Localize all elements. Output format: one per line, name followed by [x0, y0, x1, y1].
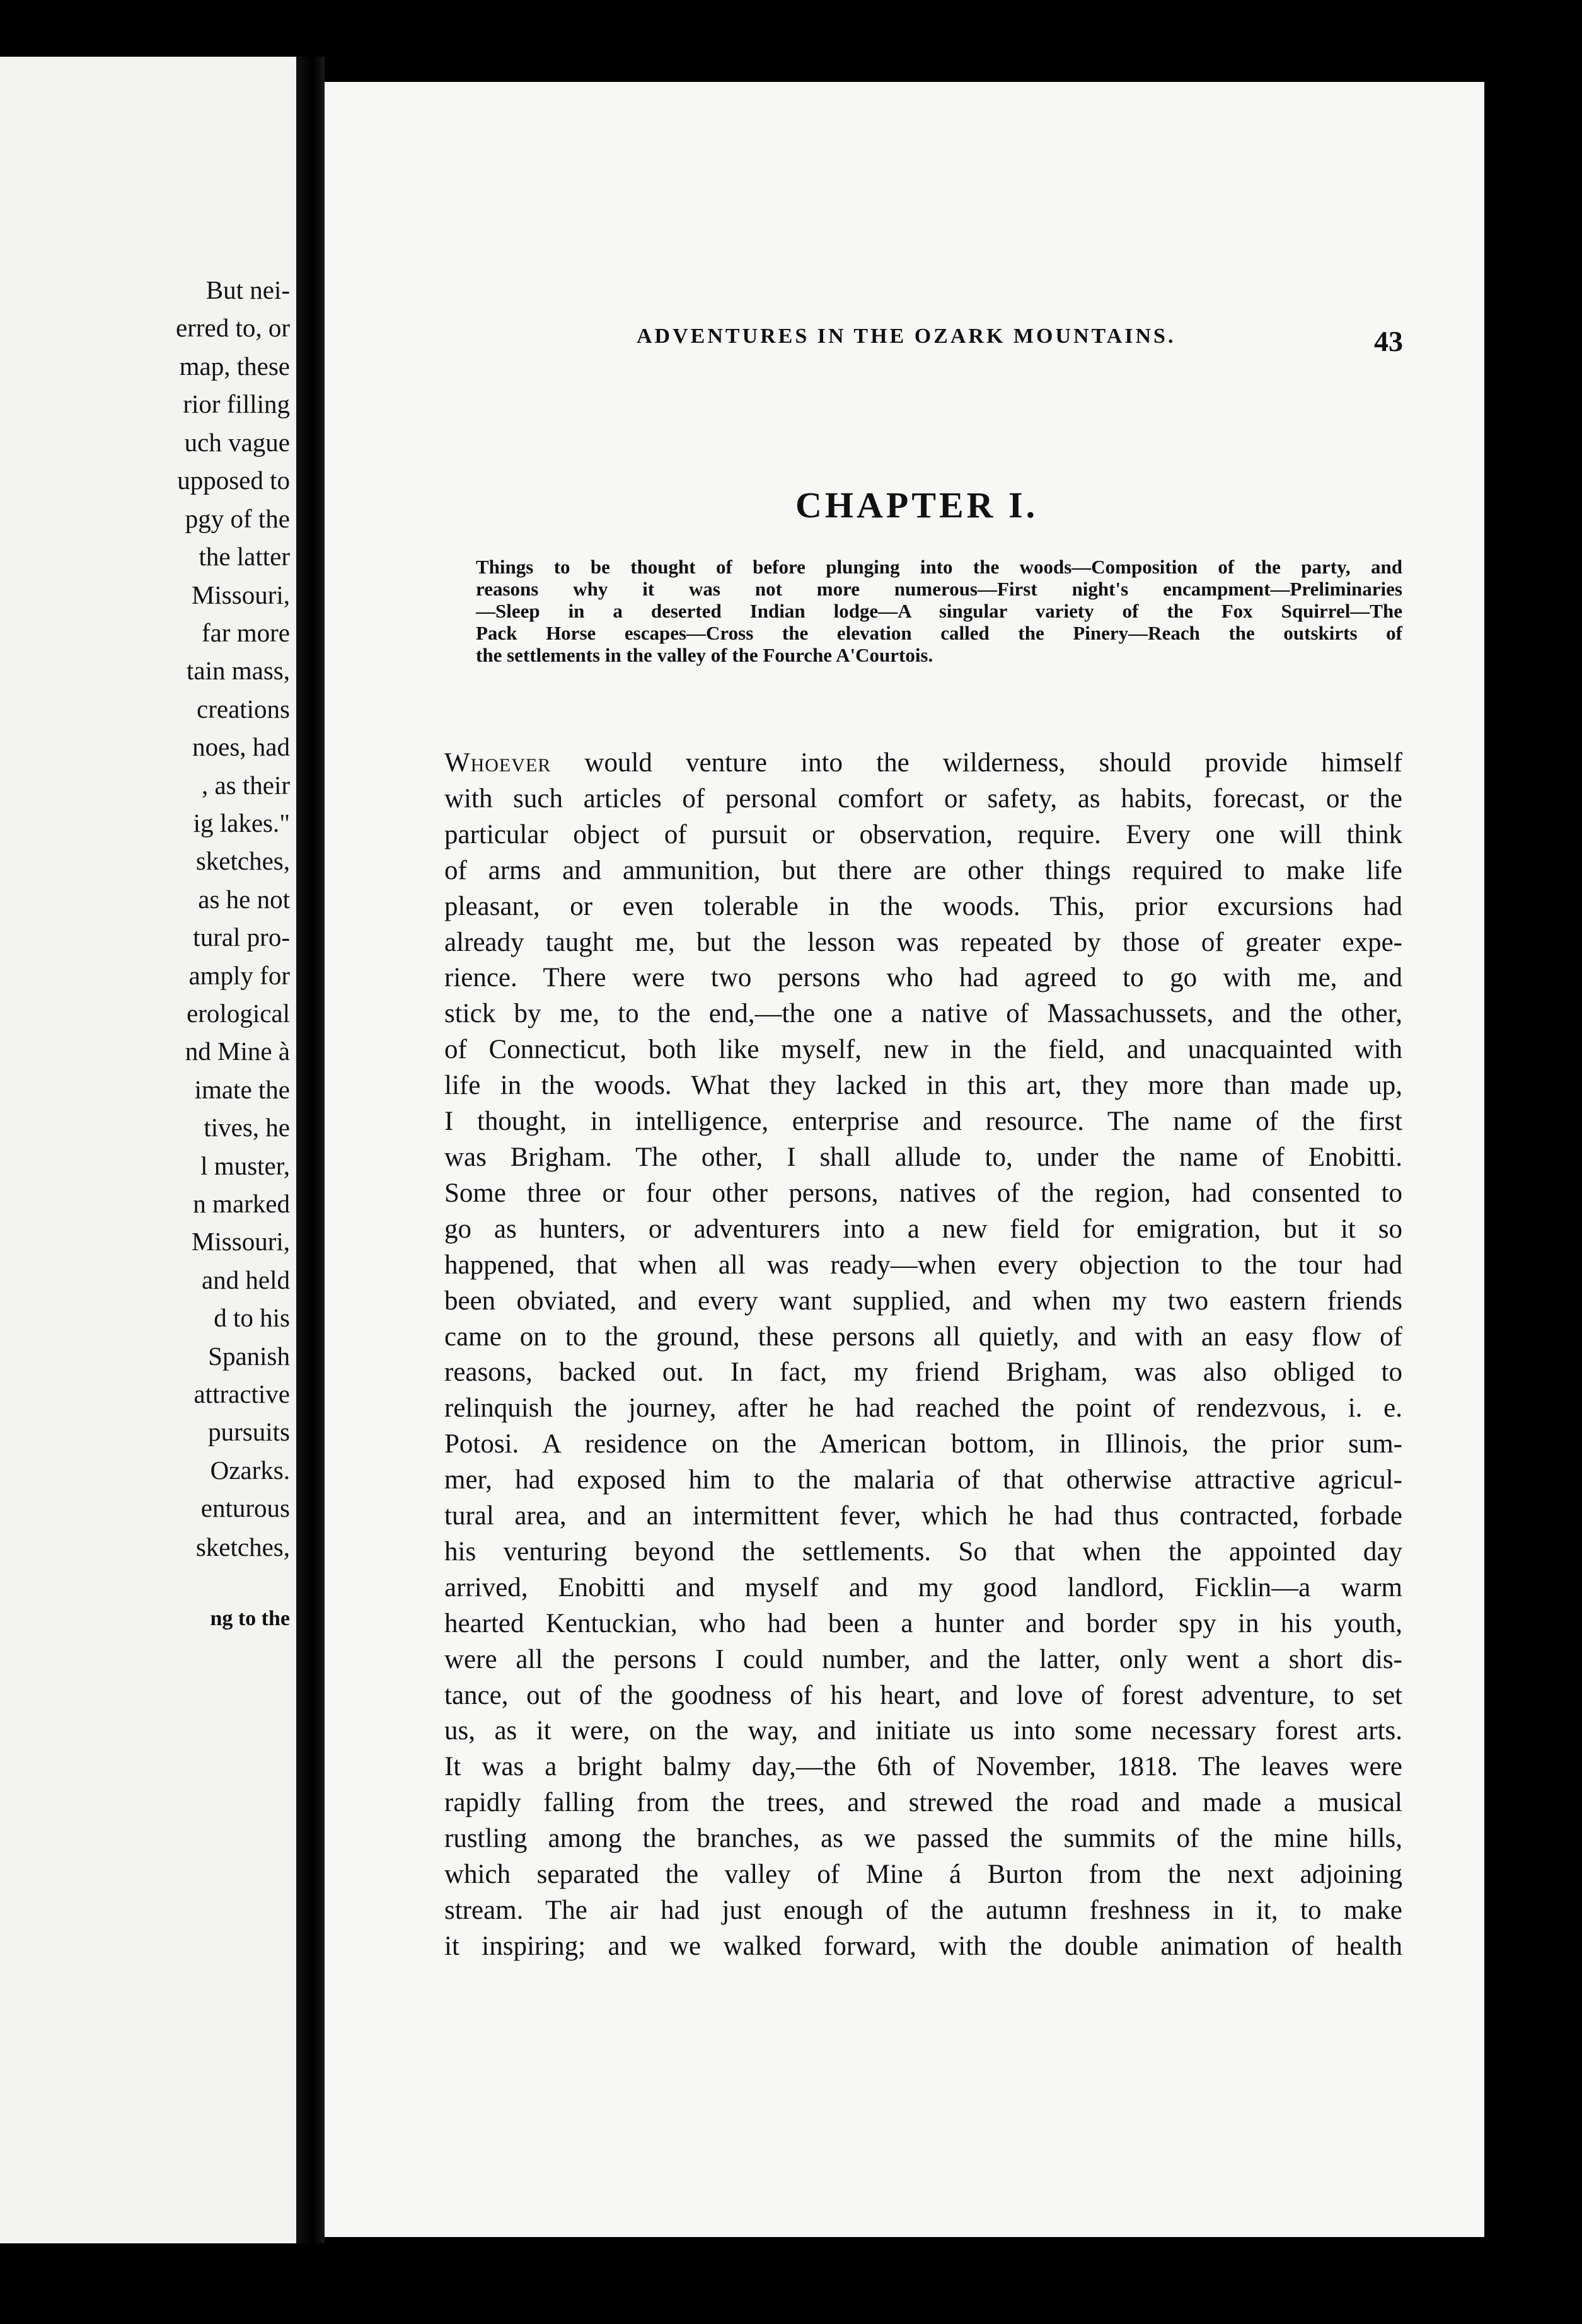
summary-line: Things to be thought of before plunging into the woods—Composition of the party, and [476, 556, 1402, 578]
body-line: happened, that when all was ready—when every objection to the tour had [444, 1250, 1402, 1280]
first-line-rest: would venture into the wilderness, should provide himself [551, 748, 1402, 778]
left-page-line: upposed to [177, 466, 290, 495]
body-line: reasons, backed out. In fact, my friend Brigham, was also obliged to [444, 1357, 1402, 1388]
left-page-line: map, these [179, 352, 290, 381]
body-line: which separated the valley of Mine á Burton from the next adjoining [444, 1860, 1402, 1890]
left-page-line: n marked [193, 1189, 290, 1218]
left-page [0, 57, 296, 2243]
body-line: was Brigham. The other, I shall allude to, under the name of Enobitti. [444, 1142, 1402, 1172]
left-page-line: tain mass, [187, 656, 290, 685]
body-line: with such articles of personal comfort or safety, as habits, forecast, or the [444, 783, 1402, 814]
left-page-line: Missouri, [191, 580, 290, 609]
body-line: tural area, and an intermittent fever, which he had thus contracted, forbade [444, 1501, 1402, 1531]
left-page-line: sketches, [195, 1533, 290, 1562]
left-page-line: the latter [199, 542, 290, 571]
body-line: stick by me, to the end,—the one a native of Massachussets, and the other, [444, 999, 1402, 1029]
left-page-line: enturous [200, 1493, 290, 1522]
left-page-line: erred to, or [176, 313, 290, 342]
body-line: It was a bright balmy day,—the 6th of November, 1818. The leaves were [444, 1752, 1402, 1782]
left-page-line: , as their [201, 771, 290, 800]
body-line: particular object of pursuit or observation, require. Every one will think [444, 819, 1402, 849]
body-line: been obviated, and every want supplied, and when my two eastern friends [444, 1286, 1402, 1316]
body-line: Some three or four other persons, natives of the region, had consented to [444, 1178, 1402, 1208]
left-page-line: erological [187, 999, 290, 1028]
body-line: I thought, in intelligence, enterprise and resource. The name of the first [444, 1107, 1402, 1137]
summary-line: —Sleep in a deserted Indian lodge—A singular variety of the Fox Squirrel—The [476, 600, 1402, 622]
body-line: rience. There were two persons who had agreed to go with me, and [444, 963, 1402, 993]
left-page-line: tives, he [204, 1113, 290, 1142]
left-page-line: ig lakes." [193, 808, 290, 837]
left-page-line: pgy of the [185, 504, 290, 533]
book-gutter [296, 57, 325, 2243]
body-line: pleasant, or even tolerable in the woods. This, prior excursions had [444, 891, 1402, 921]
body-line: relinquish the journey, after he had reached the point of rendezvous, i. e. [444, 1393, 1402, 1424]
left-page-line: attractive [193, 1379, 290, 1408]
page-number: 43 [1374, 325, 1403, 357]
chapter-title: CHAPTER I. [795, 485, 1039, 526]
chapter-summary [476, 556, 1402, 666]
left-page-line: amply for [188, 961, 290, 990]
left-page-line: ng to the [210, 1607, 290, 1630]
summary-line: the settlements in the valley of the Fourche A'Courtois. [476, 644, 933, 666]
body-line: of Connecticut, both like myself, new in the field, and unacquainted with [444, 1035, 1402, 1065]
body-line: life in the woods. What they lacked in this art, they more than made up, [444, 1071, 1402, 1101]
body-line: hearted Kentuckian, who had been a hunter and border spy in his youth, [444, 1608, 1402, 1638]
body-line: mer, had exposed him to the malaria of that otherwise attractive agricul- [444, 1465, 1402, 1495]
body-text [444, 745, 1402, 1965]
left-page-line: as he not [198, 885, 290, 914]
left-page-line: Ozarks. [210, 1456, 290, 1485]
body-line-first [444, 745, 1402, 781]
body-line: stream. The air had just enough of the autumn freshness in it, to make [444, 1895, 1402, 1925]
left-page-line: Missouri, [191, 1227, 290, 1256]
left-page-line: uch vague [184, 428, 290, 457]
body-line: tance, out of the goodness of his heart, and love of forest adventure, to set [444, 1680, 1402, 1710]
left-page-line: pursuits [208, 1417, 290, 1446]
body-line: it inspiring; and we walked forward, with the double animation of health [444, 1931, 1402, 1961]
left-page-line: nd Mine à [185, 1037, 290, 1066]
left-page-line: far more [202, 618, 290, 647]
running-head: ADVENTURES IN THE OZARK MOUNTAINS. [637, 325, 1176, 348]
left-page-line: creations [197, 694, 290, 723]
body-line: came on to the ground, these persons all quietly, and with an easy flow of [444, 1321, 1402, 1352]
body-line: rapidly falling from the trees, and strewed the road and made a musical [444, 1788, 1402, 1818]
left-page-line: noes, had [192, 732, 290, 761]
summary-line: Pack Horse escapes—Cross the elevation called the Pinery—Reach the outskirts of [476, 622, 1402, 644]
left-page-line: But nei- [205, 275, 290, 304]
page-edge-shadow [1484, 76, 1582, 2243]
left-page-line: tural pro- [193, 923, 290, 952]
body-line: of arms and ammunition, but there are other things required to make life [444, 855, 1402, 885]
left-page-line: Spanish [208, 1342, 290, 1371]
body-line: go as hunters, or adventurers into a new field for emigration, but it so [444, 1214, 1402, 1244]
body-line: were all the persons I could number, and the latter, only went a short dis- [444, 1644, 1402, 1674]
left-page-line: l muster, [200, 1151, 290, 1180]
summary-line: reasons why it was not more numerous—First night's encampment—Preliminaries [476, 578, 1402, 600]
body-line: us, as it were, on the way, and initiate us into some necessary forest arts. [444, 1716, 1402, 1746]
body-line: rustling among the branches, as we passed the summits of the mine hills, [444, 1824, 1402, 1854]
left-page-line: imate the [194, 1075, 290, 1104]
body-line: arrived, Enobitti and myself and my good landlord, Ficklin—a warm [444, 1572, 1402, 1602]
left-page-line: and held [201, 1265, 290, 1294]
body-line: his venturing beyond the settlements. So that when the appointed day [444, 1536, 1402, 1567]
left-page-line: rior filling [183, 389, 290, 418]
left-page-line: d to his [214, 1303, 290, 1332]
body-line: already taught me, but the lesson was repeated by those of greater expe- [444, 927, 1402, 957]
drop-word: Whoever [444, 748, 551, 778]
left-page-line: sketches, [195, 846, 290, 875]
body-line: Potosi. A residence on the American bottom, in Illinois, the prior sum- [444, 1429, 1402, 1459]
